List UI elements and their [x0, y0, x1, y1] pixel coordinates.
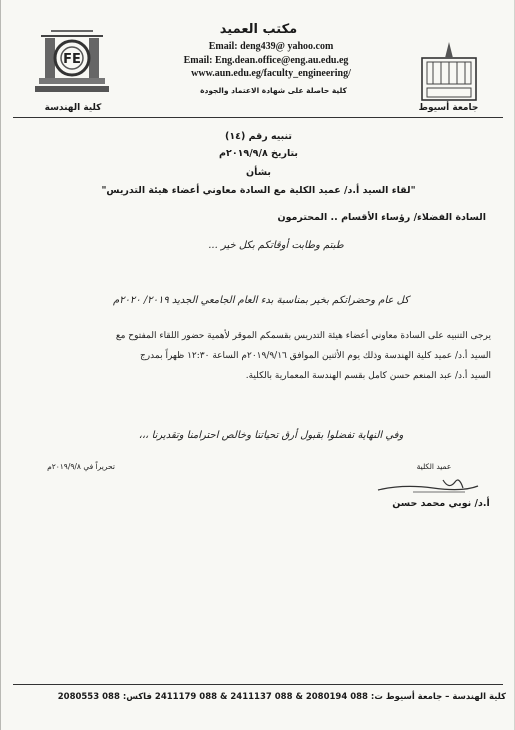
website-link: www.aun.edu.eg/faculty_engineering/: [191, 68, 351, 79]
new-year-wish: كل عام وحضراتكم بخير بمناسبة بدء العام الجامعي الجديد ٢٠١٩/ ٢٠٢٠م: [112, 295, 409, 306]
university-name: جامعة أسيوط: [418, 103, 479, 113]
faculty-logo-icon: [31, 28, 113, 100]
signature-icon: [373, 474, 483, 496]
footer-contact: كلية الهندسة – جامعة أسيوط ت: 088 2080194 & 088 2411137 & 088 2411179 فاكس: 088 2080553: [57, 692, 506, 702]
signer-name: أ.د/ نوبي محمد حسن: [392, 498, 490, 509]
memo-subject: "لقاء السيد أ.د/ عميد الكلية مع السادة معاوني أعضاء هيئة التدريس": [101, 185, 416, 196]
dean-office-title: مكتب العميد: [219, 22, 298, 37]
signer-title: عميد الكلية: [416, 462, 452, 471]
svg-text:FE: FE: [63, 52, 81, 67]
email-office: Email: Eng.dean.office@eng.au.edu.eg: [183, 55, 349, 66]
regarding-label: بشأن: [246, 167, 271, 178]
footer-divider: [13, 684, 503, 685]
greeting: طبتم وطابت أوقاتكم بكل خير ...: [208, 240, 344, 251]
body-line-2: السيد أ.د/ عميد كلية الهندسة وذلك يوم الأثنين الموافق ٢٠١٩/٩/١٦م الساعة ١٢:٣٠ ظهراً بمدرج: [140, 351, 491, 361]
faculty-name: كلية الهندسة: [44, 103, 102, 113]
email-primary: Email: deng439@ yahoo.com: [208, 41, 334, 52]
addressee: السادة الفضلاء/ رؤساء الأقسام .. المحترمون: [277, 212, 486, 223]
accreditation-note: كلية حاصلة على شهادة الاعتماد والجودة: [200, 86, 347, 95]
memo-number: تنبيه رقم (١٤): [224, 131, 292, 142]
body-line-1: يرجى التنبيه على السادة معاوني أعضاء هيئة التدريس بقسمكم الموقر لأهمية حضور اللقاء المفتوح مع: [115, 331, 491, 341]
written-on-date: تحريراً في ٢٠١٩/٩/٨م: [47, 462, 115, 471]
header-divider: [13, 117, 503, 118]
body-line-3: السيد أ.د/ عبد المنعم حسن كامل بقسم الهندسة المعمارية بالكلية.: [245, 371, 491, 381]
closing-line: وفي النهاية تفضلوا بقبول أرق تحياتنا وخالص احترامنا وتقديرنا ،،،: [138, 430, 404, 441]
university-emblem-icon: [419, 40, 479, 102]
memo-date: بتاريخ ٢٠١٩/٩/٨م: [219, 148, 298, 159]
